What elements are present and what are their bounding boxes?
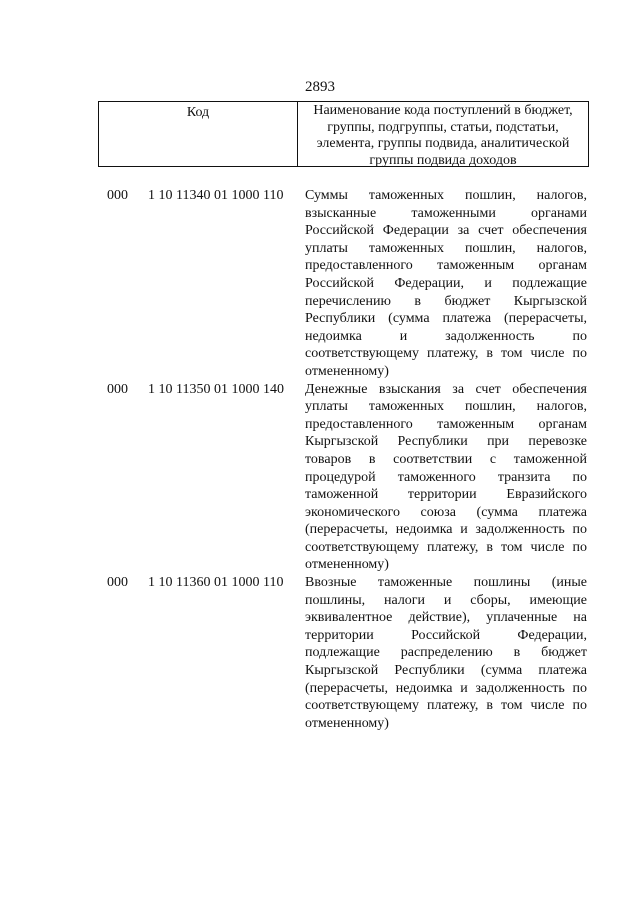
description-line: уплаты таможенных пошлин, налогов,: [305, 399, 587, 415]
description-line: пошлины, налоги и сборы, имеющие: [305, 592, 587, 608]
description-line: Денежные взыскания за счет обеспечения: [305, 381, 587, 397]
description-line: (перерасчеты, недоимка и задолженность по: [305, 522, 587, 538]
table-row: [0, 574, 640, 732]
description-line: экономического союза (сумма платежа: [305, 504, 587, 520]
description-line: Кыргызской Республики при перевозке: [305, 434, 587, 450]
table-body: [0, 187, 640, 732]
description-line: соответствующему платежу, в том числе по: [305, 539, 587, 555]
description-line: Республики (сумма платежа (перерасчеты,: [305, 311, 587, 327]
description-line: таможенной территории Евразийского: [305, 487, 587, 503]
row-description: [305, 381, 587, 575]
header-name-column: Наименование кода поступлений в бюджет, группы, подгруппы, статьи, подстатьи, элемента, группы подвида, аналитической группы подвида доходов: [313, 103, 573, 168]
header-code-column: Код: [99, 102, 298, 166]
description-line: Ввозные таможенные пошлины (иные: [305, 575, 587, 591]
description-line: недоимка и задолженность по: [305, 328, 587, 344]
description-line: Российской Федерации за счет обеспечения: [305, 223, 587, 239]
description-line: Кыргызской Республики (сумма платежа: [305, 663, 587, 679]
description-line: перечислению в бюджет Кыргызской: [305, 293, 587, 309]
description-line: территории Российской Федерации,: [305, 627, 587, 643]
description-line: процедурой таможенного транзита по: [305, 469, 587, 485]
description-line: уплаты таможенных пошлин, налогов,: [305, 240, 587, 256]
description-line: Российской Федерации, и подлежащие: [305, 275, 587, 291]
description-line: предоставленного таможенным органам: [305, 416, 587, 432]
row-description: [305, 187, 587, 381]
row-budget-code: 1 10 11350 01 1000 140: [148, 381, 284, 397]
table-header: [98, 101, 589, 167]
table-row: [0, 381, 640, 575]
description-line: отмененному): [305, 557, 389, 573]
description-line: подлежащие распределению в бюджет: [305, 645, 587, 661]
description-line: эквивалентное действие), уплаченные на: [305, 610, 587, 626]
row-budget-code: 1 10 11360 01 1000 110: [148, 575, 284, 591]
table-row: [0, 187, 640, 381]
row-admin-code: 000: [107, 575, 128, 591]
description-line: Суммы таможенных пошлин, налогов,: [305, 188, 587, 203]
row-admin-code: 000: [107, 381, 128, 397]
description-line: соответствующему платежу, в том числе по: [305, 346, 587, 362]
description-line: отмененному): [305, 363, 389, 379]
row-admin-code: 000: [107, 188, 128, 203]
page-number: 2893: [305, 79, 335, 95]
description-line: отмененному): [305, 715, 389, 731]
row-description: [305, 574, 587, 732]
description-line: (перерасчеты, недоимка и задолженность по: [305, 680, 587, 696]
description-line: взысканные таможенными органами: [305, 205, 587, 221]
description-line: товаров в соответствии с таможенной: [305, 451, 587, 467]
description-line: соответствующему платежу, в том числе по: [305, 698, 587, 714]
description-line: предоставленного таможенным органам: [305, 258, 587, 274]
row-budget-code: 1 10 11340 01 1000 110: [148, 188, 284, 203]
